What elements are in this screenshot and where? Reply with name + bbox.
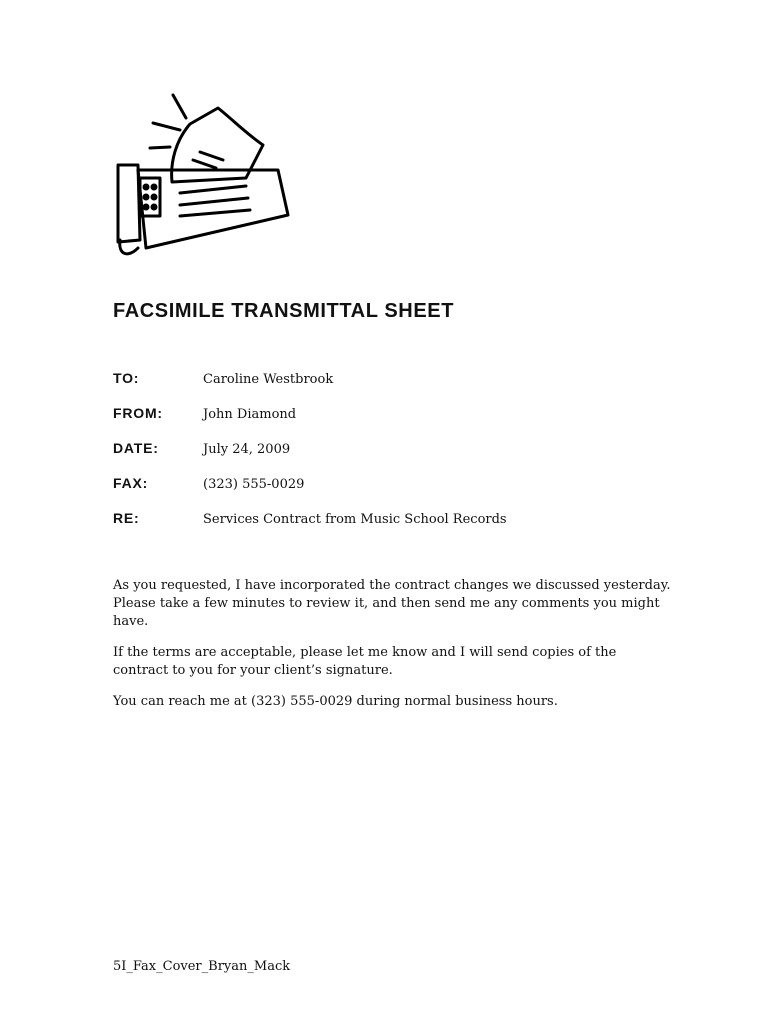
field-fax bbox=[113, 475, 507, 510]
field-value: Caroline Westbrook bbox=[203, 372, 334, 387]
document-title: FACSIMILE TRANSMITTAL SHEET bbox=[113, 300, 455, 322]
header-fields bbox=[113, 370, 507, 545]
field-date bbox=[113, 440, 507, 475]
paragraph: If the terms are acceptable, please let me know and I will send copies of the contract to you for your client’s signature. bbox=[113, 645, 617, 678]
field-to bbox=[113, 370, 507, 405]
field-value: Services Contract from Music School Records bbox=[203, 512, 507, 527]
message-body bbox=[113, 577, 673, 724]
footer-filename: 5I_Fax_Cover_Bryan_Mack bbox=[113, 959, 291, 974]
field-label: TO: bbox=[113, 370, 140, 386]
field-from bbox=[113, 405, 507, 440]
field-value: John Diamond bbox=[203, 407, 297, 422]
field-value: (323) 555-0029 bbox=[203, 477, 305, 492]
field-label: DATE: bbox=[113, 440, 159, 456]
field-re bbox=[113, 510, 507, 545]
field-value: July 24, 2009 bbox=[203, 442, 291, 457]
paragraph: You can reach me at (323) 555-0029 during normal business hours. bbox=[113, 694, 558, 709]
field-label: RE: bbox=[113, 510, 140, 526]
fax-machine-icon bbox=[108, 90, 298, 260]
field-label: FROM: bbox=[113, 405, 163, 421]
paragraph: As you requested, I have incorporated the contract changes we discussed yesterday. Please take a few minutes to review it, and then send me any comments you might have. bbox=[113, 578, 671, 629]
field-label: FAX: bbox=[113, 475, 149, 491]
